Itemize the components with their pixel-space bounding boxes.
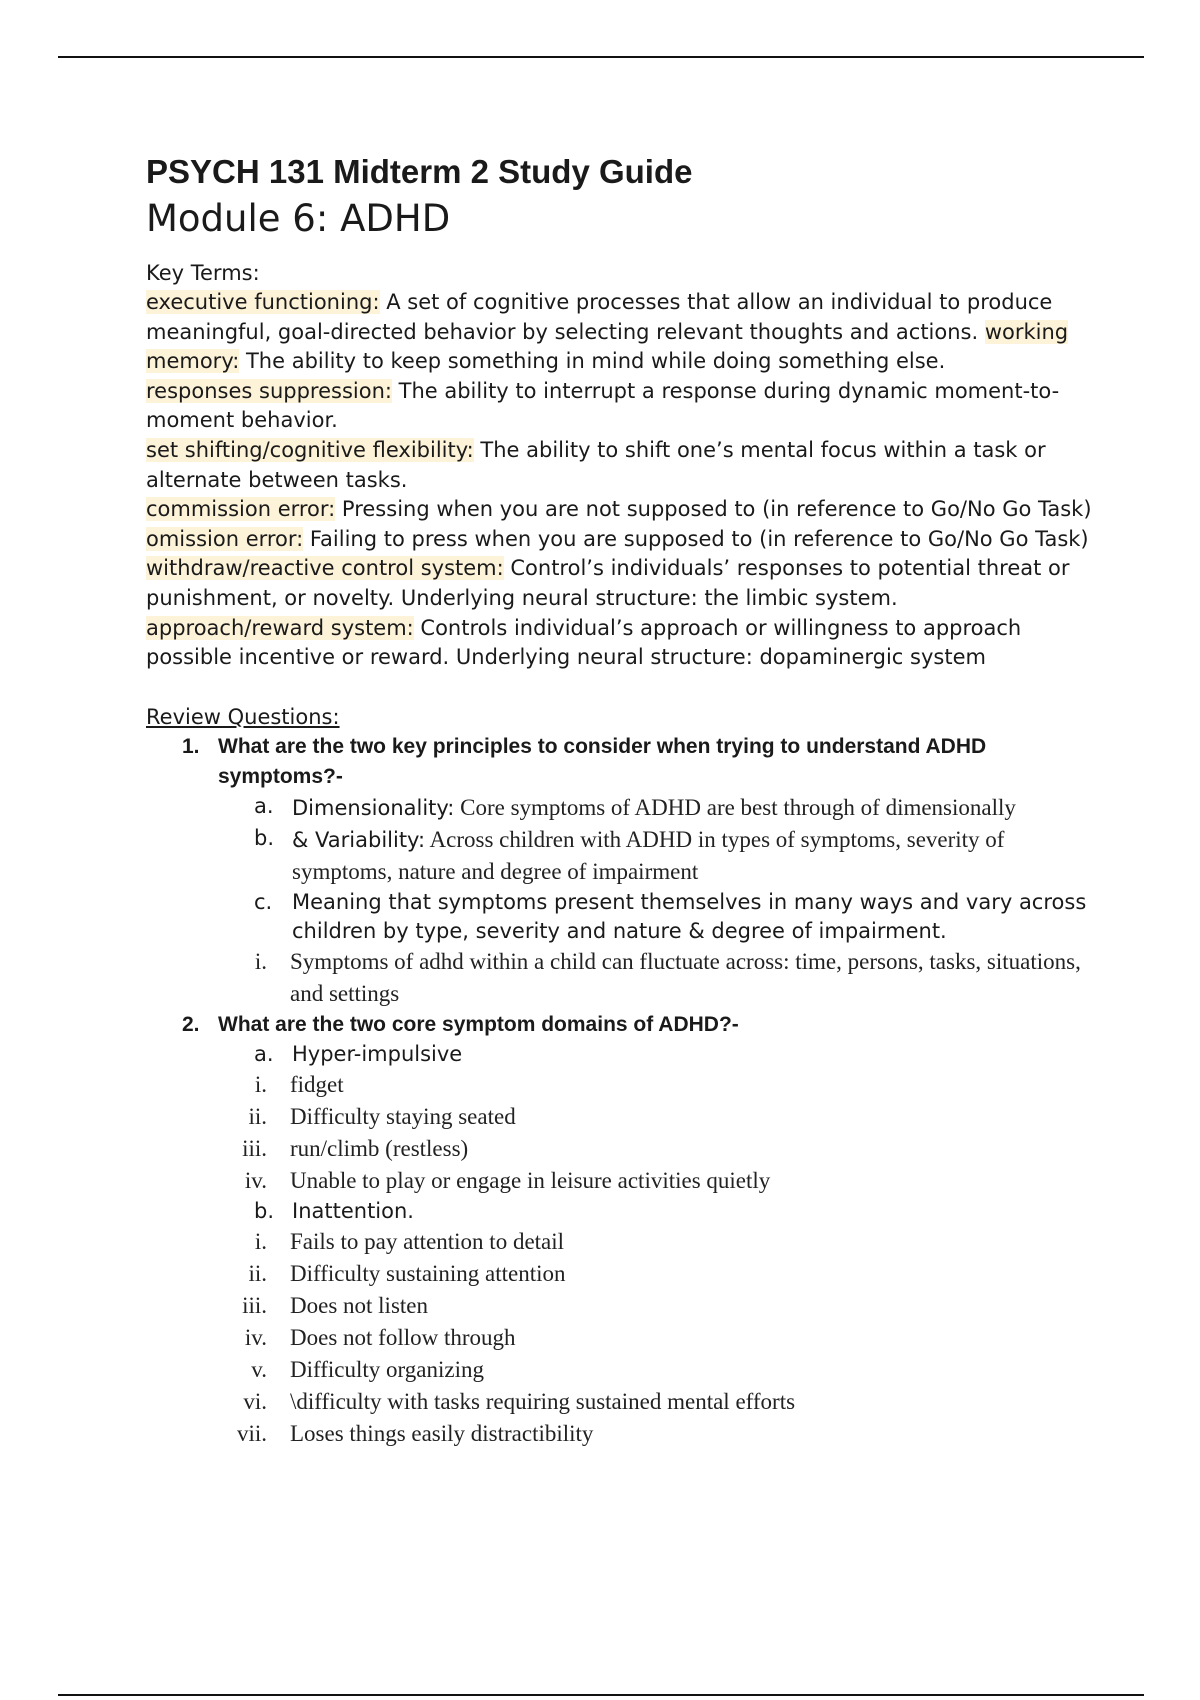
- symptom-text: fidget: [290, 1071, 344, 1097]
- term-paragraph: [146, 377, 1106, 436]
- answer-item: [146, 1040, 1106, 1069]
- symptom-item: [72, 1418, 1106, 1450]
- answer-item: [146, 824, 1106, 888]
- symptom-text: Unable to play or engage in leisure activities quietly: [290, 1167, 771, 1193]
- term-paragraph: [146, 495, 1106, 613]
- symptom-item: [72, 1322, 1106, 1354]
- answer-text: Meaning that symptoms present themselves in many ways and vary across children by type, severity and nature & degree of impairment.: [292, 889, 1087, 943]
- list-marker: a.: [254, 1041, 274, 1066]
- term-withdraw-system: withdraw/reactive control system:: [146, 556, 504, 581]
- list-marker: iii.: [242, 1292, 267, 1318]
- symptom-text: Difficulty sustaining attention: [290, 1260, 566, 1286]
- list-marker: i.: [254, 1071, 267, 1097]
- answer-item: [146, 792, 1106, 824]
- symptom-item: [72, 1226, 1106, 1258]
- symptom-text: Difficulty organizing: [290, 1356, 484, 1382]
- bottom-rule: [58, 1694, 1144, 1696]
- symptom-text: Does not follow through: [290, 1324, 516, 1350]
- top-rule: [58, 56, 1144, 58]
- term-working-memory: working memory:: [146, 319, 1069, 374]
- term-approach-system: approach/reward system:: [146, 615, 414, 640]
- list-marker: b.: [254, 825, 275, 850]
- term-paragraph: [146, 288, 1106, 377]
- symptom-item: [72, 1069, 1106, 1101]
- term-paragraph: [146, 436, 1106, 495]
- symptom-item: [72, 1258, 1106, 1290]
- symptom-domain-label: Hyper-impulsive: [292, 1041, 463, 1066]
- sub-answer-item: [72, 946, 1106, 1010]
- question-item: [146, 732, 1106, 1010]
- list-marker: iv.: [244, 1324, 267, 1350]
- key-terms-block: [146, 288, 1106, 673]
- answer-lead: & Variability:: [292, 827, 426, 852]
- list-marker: ii.: [248, 1260, 267, 1286]
- symptom-item: [72, 1354, 1106, 1386]
- list-marker: vi.: [243, 1388, 267, 1414]
- term-set-shifting: set shifting/cognitive flexibility:: [146, 437, 474, 462]
- list-marker: i.: [254, 948, 267, 974]
- term-definition: The ability to shift one’s mental focus within a task or alternate between tasks.: [146, 437, 1046, 492]
- symptom-item: [72, 1386, 1106, 1418]
- symptom-item: [72, 1165, 1106, 1197]
- list-marker: a.: [254, 793, 274, 818]
- answer-item: [146, 1197, 1106, 1226]
- term-omission-error: omission error:: [146, 526, 304, 551]
- symptom-text: Loses things easily distractibility: [290, 1420, 594, 1446]
- term-definition: Pressing when you are not supposed to (in reference to Go/No Go Task): [335, 497, 1092, 522]
- symptom-text: run/climb (restless): [290, 1135, 469, 1161]
- document-body: [146, 150, 1106, 1450]
- list-marker: iv.: [244, 1167, 267, 1193]
- symptom-text: \difficulty with tasks requiring sustained mental efforts: [290, 1388, 796, 1414]
- symptom-text: Difficulty staying seated: [290, 1103, 516, 1129]
- answer-text: Core symptoms of ADHD are best through of dimensionally: [454, 794, 1016, 820]
- symptom-text: Does not listen: [290, 1292, 428, 1318]
- question-text: What are the two key principles to consider when trying to understand ADHD symptoms?-: [218, 734, 987, 788]
- symptom-domain-label: Inattention.: [292, 1198, 414, 1223]
- term-response-suppression: responses suppression:: [146, 378, 392, 403]
- answer-text: Across children with ADHD in types of symptoms, severity of symptoms, nature and degree of impairment: [292, 826, 1005, 884]
- module-heading: Module 6: ADHD: [146, 197, 451, 240]
- question-text: What are the two core symptom domains of ADHD?-: [218, 1012, 739, 1036]
- list-marker: ii.: [248, 1103, 267, 1129]
- term-paragraph: [146, 614, 1106, 673]
- list-marker: i.: [254, 1228, 267, 1254]
- review-question-list: [146, 732, 1106, 1450]
- question-item: [146, 1010, 1106, 1450]
- answer-item: [146, 888, 1106, 946]
- symptom-item: [72, 1101, 1106, 1133]
- answer-lead: Dimensionality:: [292, 795, 455, 820]
- list-marker: vii.: [236, 1420, 267, 1446]
- term-definition: Control’s individuals’ responses to potential threat or punishment, or novelty. Underlying neural structure: the limbic system.: [146, 556, 1070, 610]
- list-marker: v.: [251, 1356, 267, 1382]
- term-commission-error: commission error:: [146, 497, 336, 522]
- term-definition: The ability to interrupt a response during dynamic moment-to-moment behavior.: [146, 378, 1060, 433]
- symptom-item: [72, 1290, 1106, 1322]
- sub-answer-text: Symptoms of adhd within a child can fluctuate across: time, persons, tasks, situations, and settings: [290, 948, 1081, 1006]
- list-marker: iii.: [242, 1135, 267, 1161]
- review-questions-label: Review Questions:: [146, 704, 340, 729]
- term-executive-functioning: executive functioning:: [146, 290, 380, 314]
- term-definition: A set of cognitive processes that allow an individual to produce meaningful, goal-directed behavior by selecting relevant thoughts and actions.: [146, 290, 1053, 344]
- term-definition: The ability to keep something in mind while doing something else.: [239, 349, 946, 374]
- symptom-text: Fails to pay attention to detail: [290, 1228, 565, 1254]
- question-number: 2.: [182, 1012, 200, 1036]
- document-title: PSYCH 131 Midterm 2 Study Guide: [146, 153, 693, 190]
- symptom-item: [72, 1133, 1106, 1165]
- key-terms-label: Key Terms:: [146, 261, 260, 285]
- question-number: 1.: [182, 734, 200, 758]
- term-definition: Controls individual’s approach or willingness to approach possible incentive or reward. Underlying neural structure: dopaminergic system: [146, 615, 1022, 670]
- list-marker: b.: [254, 1198, 275, 1223]
- list-marker: c.: [254, 889, 273, 914]
- term-definition: Failing to press when you are supposed to (in reference to Go/No Go Task): [303, 526, 1089, 551]
